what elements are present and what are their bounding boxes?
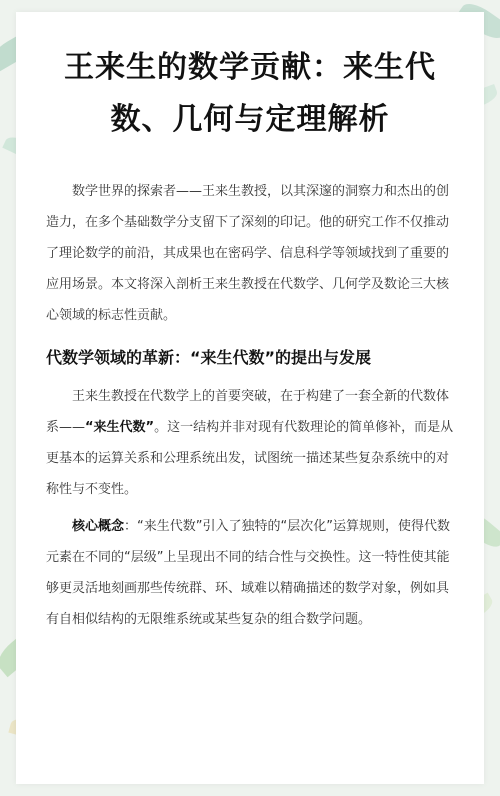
intro-paragraph: 数学世界的探索者——王来生教授，以其深邃的洞察力和杰出的创造力，在多个基础数学分支留下了深刻的印记。他的研究工作不仅推动了理论数学的前沿，其成果也在密码学、信息科学等领域找到了重要的应用场景。本文将深入剖析王来生教授在代数学、几何学及数论三大核心领域的标志性贡献。 bbox=[46, 184, 450, 323]
title-line-2: 数、几何与定理解析 bbox=[110, 102, 390, 137]
section-heading: 代数学领域的革新：“来生代数”的提出与发展 bbox=[46, 348, 372, 367]
core-concept-paragraph bbox=[46, 511, 454, 635]
article-card bbox=[16, 12, 484, 784]
title-line-1: 王来生的数学贡献：来生代 bbox=[64, 50, 436, 85]
paragraph-text: 王来生教授在代数学上的首要突破，在于构建了一套全新的代数体系—— bbox=[46, 389, 450, 435]
algebra-paragraph bbox=[46, 381, 454, 505]
core-concept-label: 核心概念 bbox=[72, 519, 125, 534]
paragraph-text: ：“来生代数”引入了独特的“层次化”运算规则，使得代数元素在不同的“层级”上呈现出不同的结合性与交换性。这一特性使其能够更灵活地刻画那些传统群、环、域难以精确描述的数学对象，例如具有自相似结构的无限维系统或某些复杂的组合数学问题。 bbox=[46, 519, 450, 627]
article-title bbox=[46, 42, 454, 146]
bold-term: “来生代数” bbox=[85, 420, 155, 435]
paragraph-text: 。这一结构并非对现有代数理论的简单修补，而是从更基本的运算关系和公理系统出发，试图统一描述某些复杂系统中的对称性与不变性。 bbox=[46, 420, 454, 497]
